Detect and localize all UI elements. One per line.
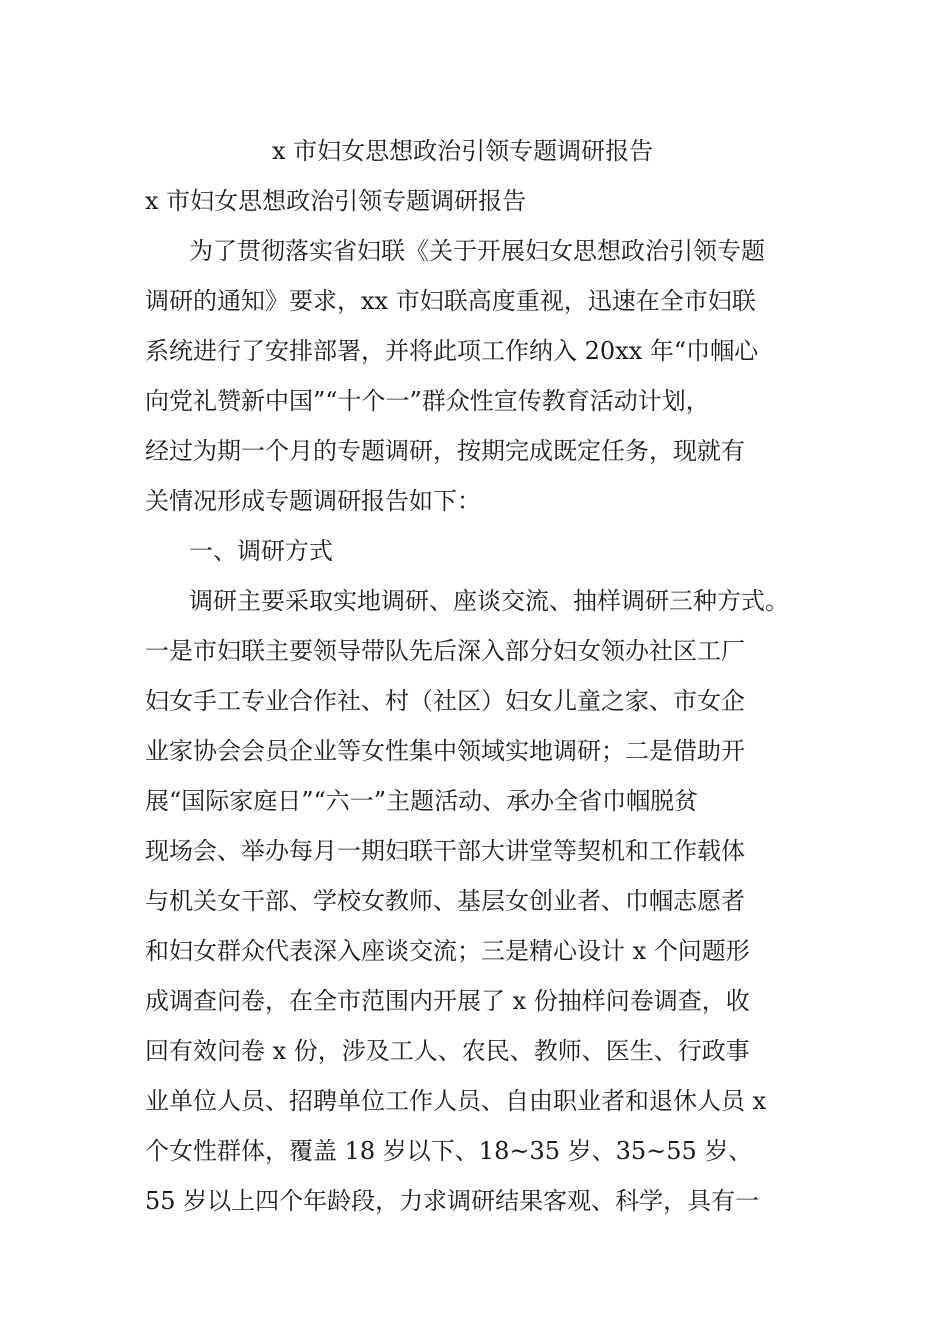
- paragraph-line: 个女性群体，覆盖 18 岁以下、18~35 岁、35~55 岁、: [145, 1137, 753, 1165]
- paragraph-line: 调研主要采取实地调研、座谈交流、抽样调研三种方式。: [189, 587, 789, 615]
- paragraph-line: 经过为期一个月的专题调研，按期完成既定任务，现就有: [145, 437, 745, 465]
- document-title: x 市妇女思想政治引领专题调研报告: [272, 137, 654, 165]
- paragraph-line: 妇女手工专业合作社、村（社区）妇女儿童之家、市女企: [145, 687, 745, 715]
- paragraph-line: 关情况形成专题调研报告如下：: [145, 487, 481, 515]
- paragraph-line: 与机关女干部、学校女教师、基层女创业者、巾帼志愿者: [145, 887, 745, 915]
- paragraph-line: 业单位人员、招聘单位工作人员、自由职业者和退休人员 x: [145, 1087, 767, 1115]
- paragraph-line: 展“国际家庭日”“六一”主题活动、承办全省巾帼脱贫: [145, 787, 699, 815]
- paragraph-line: 向党礼赞新中国”“十个一”群众性宣传教育活动计划，: [145, 387, 710, 415]
- document-subtitle: x 市妇女思想政治引领专题调研报告: [145, 187, 527, 215]
- section-heading: 一、调研方式: [189, 537, 333, 565]
- paragraph-line: 成调查问卷，在全市范围内开展了 x 份抽样问卷调查，收: [145, 987, 750, 1015]
- paragraph-line: 回有效问卷 x 份，涉及工人、农民、教师、医生、行政事: [145, 1037, 750, 1065]
- paragraph-line: 调研的通知》要求，xx 市妇联高度重视，迅速在全市妇联: [145, 287, 756, 315]
- paragraph-line: 一是市妇联主要领导带队先后深入部分妇女领办社区工厂: [145, 637, 745, 665]
- paragraph-line: 现场会、举办每月一期妇联干部大讲堂等契机和工作载体: [145, 837, 745, 865]
- paragraph-line: 系统进行了安排部署，并将此项工作纳入 20xx 年“巾帼心: [145, 337, 759, 365]
- paragraph-line: 业家协会会员企业等女性集中领域实地调研；二是借助开: [145, 737, 745, 765]
- paragraph-line: 和妇女群众代表深入座谈交流；三是精心设计 x 个问题形: [145, 937, 750, 965]
- paragraph-line: 55 岁以上四个年龄段，力求调研结果客观、科学，具有一: [145, 1187, 760, 1215]
- paragraph-line: 为了贯彻落实省妇联《关于开展妇女思想政治引领专题: [189, 237, 765, 265]
